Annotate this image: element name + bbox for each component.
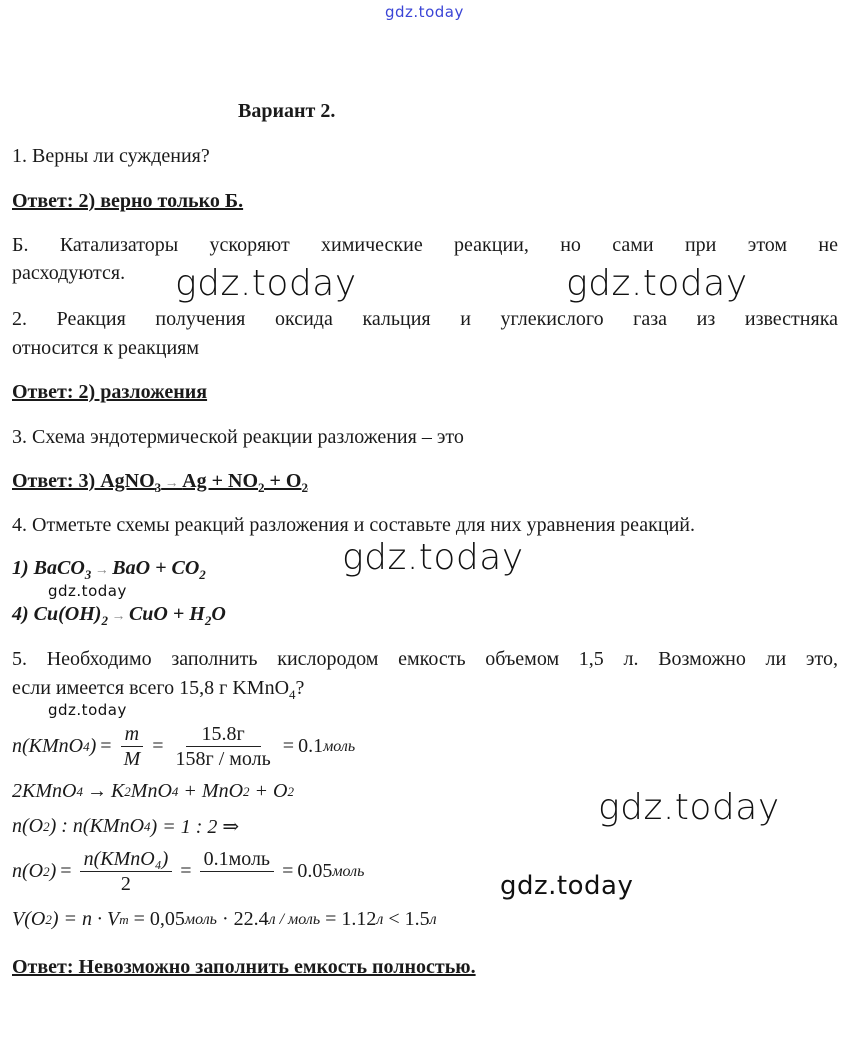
m-text: = 0,05 bbox=[133, 908, 185, 930]
m-text: n(O bbox=[12, 815, 44, 837]
question-1: 1. Верны ли суждения? bbox=[12, 145, 210, 167]
m-text: K bbox=[110, 780, 125, 802]
equation-2 bbox=[12, 602, 226, 633]
math-line-4 bbox=[12, 847, 364, 896]
m-text: ) = n · V bbox=[51, 908, 120, 930]
equals: = bbox=[282, 860, 294, 882]
watermark: gdz.today bbox=[175, 263, 357, 304]
m-text: MnO bbox=[130, 780, 172, 802]
unit: моль bbox=[184, 910, 217, 928]
m-text: < 1.5 bbox=[388, 908, 430, 930]
sub: 3 bbox=[154, 480, 162, 495]
sub: m bbox=[119, 911, 129, 927]
unit: л / моль bbox=[268, 910, 321, 928]
numerator: 15.8г bbox=[186, 722, 261, 747]
sub: 2 bbox=[301, 480, 308, 495]
math-line-1 bbox=[12, 722, 355, 771]
equals: = bbox=[180, 860, 192, 882]
sub: 2 bbox=[287, 783, 294, 799]
eq-text: O bbox=[211, 603, 226, 625]
question-5-line-1: 5. Необходимо заполнить кислородом емкость объемом 1,5 л. Возможно ли это, bbox=[12, 648, 838, 670]
watermark: gdz.today bbox=[48, 582, 127, 600]
question-2-line-2: относится к реакциям bbox=[12, 337, 200, 359]
question-2-line-1: 2. Реакция получения оксида кальция и углекислого газа из известняка bbox=[12, 308, 838, 330]
m-text: · 22.4 bbox=[221, 908, 269, 930]
watermark: gdz.today bbox=[342, 537, 524, 578]
math-line-2 bbox=[12, 780, 294, 803]
sub: 4 bbox=[144, 818, 151, 834]
statement-b-line-2: расходуются. bbox=[12, 262, 126, 284]
q5-text: если имеется всего 15,8 г KMnO bbox=[12, 677, 290, 699]
equals: = bbox=[152, 735, 164, 757]
m-text: 0.05 bbox=[297, 860, 333, 882]
denominator: 2 bbox=[120, 873, 131, 895]
watermark: gdz.today bbox=[598, 787, 780, 828]
sub: 2 bbox=[43, 818, 50, 834]
sub: 3 bbox=[84, 567, 92, 582]
a3-text: Ответ: 3) AgNO bbox=[12, 470, 155, 492]
answer-5: Ответ: Невозможно заполнить емкость полностью. bbox=[12, 956, 476, 978]
m-text: n(KMnO bbox=[12, 735, 84, 757]
arrow: → bbox=[91, 563, 113, 578]
numerator: 0.1моль bbox=[200, 847, 275, 872]
m-text: ) bbox=[49, 860, 57, 882]
arrow: → bbox=[161, 476, 183, 491]
question-4: 4. Отметьте схемы реакций разложения и составьте для них уравнения реакций. bbox=[12, 514, 695, 536]
unit: л bbox=[429, 910, 437, 928]
sub: 2 bbox=[124, 783, 131, 799]
arrow: → bbox=[107, 609, 129, 624]
question-3: 3. Схема эндотермической реакции разложения – это bbox=[12, 426, 464, 448]
q5-text: ? bbox=[295, 677, 305, 699]
m-text: ) bbox=[89, 735, 97, 757]
numerator: n(KMnO₄) bbox=[80, 847, 173, 872]
m-text: = 1.12 bbox=[325, 908, 377, 930]
sub: 2 bbox=[43, 863, 50, 879]
m-text: n(O bbox=[12, 860, 44, 882]
eq-text: BaO + CO bbox=[112, 557, 200, 579]
fraction bbox=[172, 722, 275, 771]
fraction bbox=[200, 847, 275, 896]
eq-text: 1) BaCO bbox=[12, 557, 85, 579]
sub: 4 bbox=[83, 738, 90, 754]
sub: 4 bbox=[76, 783, 83, 799]
sub: 2 bbox=[45, 911, 52, 927]
denominator: 158г / моль bbox=[175, 748, 271, 770]
eq-text: CuO + H bbox=[128, 603, 205, 625]
m-text: + MnO bbox=[183, 780, 244, 802]
top-watermark: gdz.today bbox=[385, 3, 464, 21]
m-text: 0.1 bbox=[298, 735, 324, 757]
watermark: gdz.today bbox=[566, 263, 748, 304]
fraction bbox=[120, 722, 145, 771]
sub: 4 bbox=[171, 783, 179, 799]
sub: 2 bbox=[258, 480, 265, 495]
fraction bbox=[80, 847, 173, 896]
denominator bbox=[228, 872, 246, 896]
m-text: V(O bbox=[12, 908, 46, 930]
unit: моль bbox=[332, 862, 365, 880]
a3-text: Ag + NO bbox=[182, 470, 258, 492]
sub: 2 bbox=[199, 567, 206, 582]
m-text: ) : n(KMnO bbox=[49, 815, 145, 837]
equals: = bbox=[60, 860, 72, 882]
eq-text: 4) Cu(OH) bbox=[12, 603, 102, 625]
math-line-5 bbox=[12, 908, 437, 931]
sub: 2 bbox=[101, 613, 108, 628]
equals: = bbox=[100, 735, 112, 757]
unit: моль bbox=[323, 737, 356, 755]
equals: = bbox=[282, 735, 295, 757]
denominator: M bbox=[123, 748, 141, 770]
numerator: m bbox=[121, 722, 143, 747]
arrow: → bbox=[86, 780, 107, 802]
unit: л bbox=[376, 910, 384, 928]
watermark: gdz.today bbox=[500, 871, 634, 901]
math-line-3 bbox=[12, 814, 239, 839]
sub: 2 bbox=[243, 783, 250, 799]
variant-title: Вариант 2. bbox=[238, 100, 336, 122]
answer-2: Ответ: 2) разложения bbox=[12, 381, 208, 403]
sub: 4 bbox=[289, 687, 296, 702]
a3-text: + O bbox=[264, 470, 302, 492]
watermark: gdz.today bbox=[48, 701, 127, 719]
answer-3 bbox=[12, 469, 308, 500]
m-text: 2KMnO bbox=[12, 780, 77, 802]
m-text: + O bbox=[254, 780, 288, 802]
m-text: ) = 1 : 2 ⇒ bbox=[150, 816, 240, 838]
answer-1: Ответ: 2) верно только Б. bbox=[12, 190, 244, 212]
sub: 2 bbox=[204, 613, 212, 628]
statement-b-line-1: Б. Катализаторы ускоряют химические реакции, но сами при этом не bbox=[12, 234, 838, 256]
